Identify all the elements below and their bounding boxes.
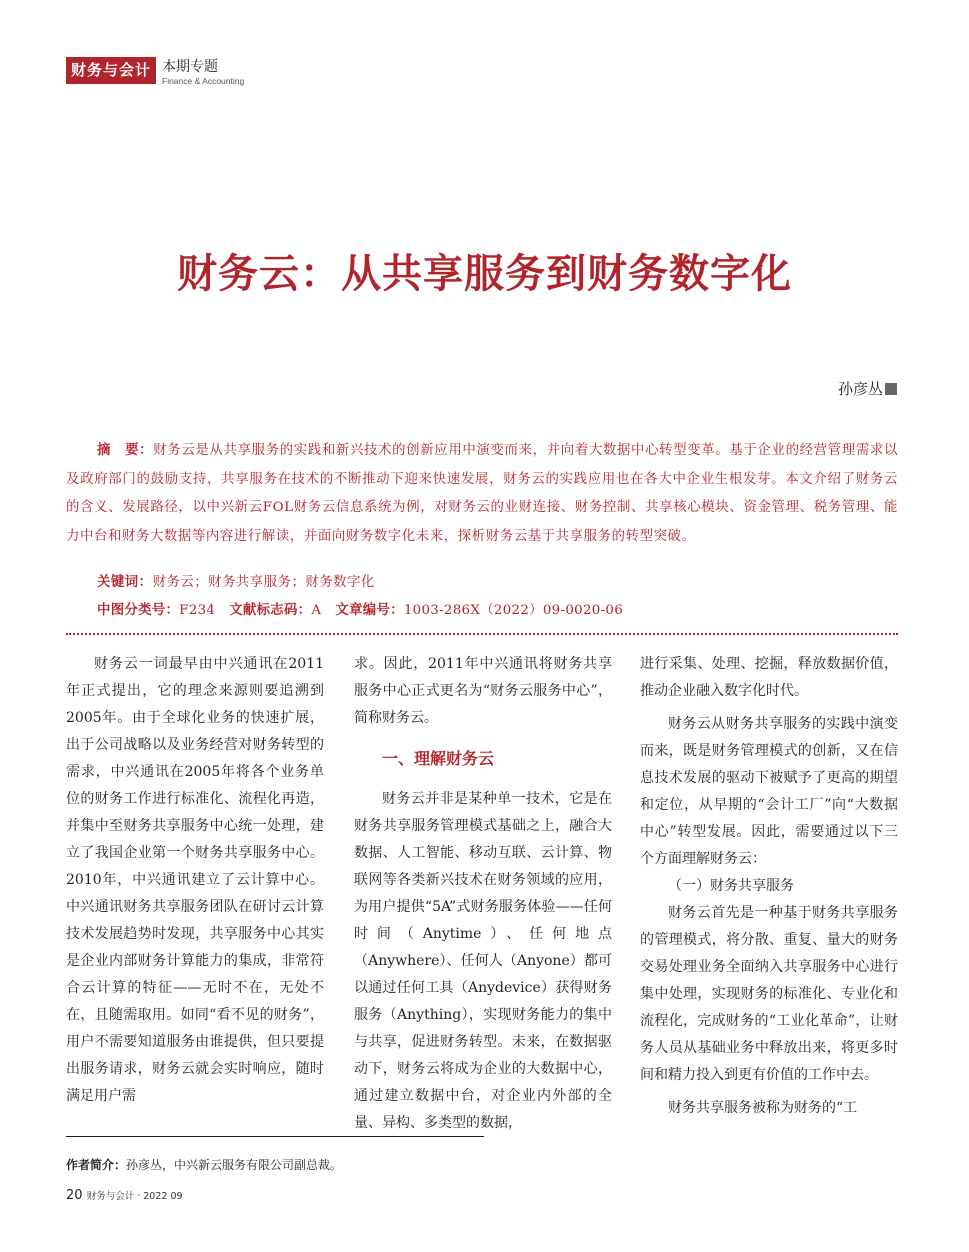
- publication-info: 财务与会计 · 2022 09: [86, 1191, 183, 1202]
- journal-logo: 财务与会计: [66, 57, 156, 84]
- abstract-label: 摘 要：: [97, 443, 154, 458]
- paragraph: 财务云首先是一种基于财务共享服务的管理模式，将分散、重复、量大的财务交易处理业务全面纳入共享服务中心进行集中处理，实现财务的标准化、专业化和流程化，完成财务的“工业化革命”，让财务人员从基础业务中释放出来，将更多时间和精力投入到更有价值的工作中去。: [640, 905, 898, 1083]
- doc-code-label: 文献标志码：: [229, 603, 312, 618]
- author-line: [838, 378, 897, 399]
- page-footer: [66, 1188, 183, 1203]
- paragraph: 财务共享服务被称为财务的“工: [668, 1100, 858, 1116]
- abstract-text: 财务云是从共享服务的实践和新兴技术的创新应用中演变而来，并向着大数据中心转型变革。基于企业的经营管理需求以及政府部门的鼓励支持，共享服务在技术的不断推动下迎来快速发展，财务云的实践应用也在各大中企业生根发芽。本文介绍了财务云的含义、发展路径，以中兴新云FOL财务云信息系统为例，对财务云的业财连接、财务控制、共享核心模块、资金管理、税务管理、能力中台和财务大数据等内容进行解读，并面向财务数字化未来，探析财务云基于共享服务的转型突破。: [66, 443, 898, 544]
- author-square-icon: [885, 383, 897, 395]
- body-column-3: [640, 651, 898, 1122]
- section-subtitle: Finance & Accounting: [162, 76, 245, 86]
- page-number: 20: [66, 1188, 83, 1203]
- classification-line: [97, 599, 623, 618]
- doc-code-value: A: [311, 603, 322, 618]
- article-title: 财务云：从共享服务到财务数字化: [177, 251, 792, 297]
- abstract: [66, 437, 898, 551]
- author-note-label: 作者简介：: [66, 1158, 127, 1172]
- clc-label: 中图分类号：: [97, 603, 180, 618]
- paragraph: 求。因此，2011年中兴通讯将财务共享服务中心正式更名为“财务云服务中心”，简称财务云。: [354, 656, 612, 726]
- footnote-rule: [66, 1136, 484, 1137]
- dotted-divider: [66, 633, 898, 635]
- paragraph: 财务云一词最早由中兴通讯在2011年正式提出，它的理念来源则要追溯到2005年。由于全球化业务的快速扩展，出于公司战略以及业务经营对财务转型的需求，中兴通讯在2005年将各个业务单位的财务工作进行标准化、流程化再造，并集中至财务共享服务中心统一处理，建立了我国企业第一个财务共享服务中心。2010年，中兴通讯建立了云计算中心。中兴通讯财务共享服务团队在研讨云计算技术发展趋势时发现，共享服务中心其实是企业内部财务计算能力的集成，非常符合云计算的特征——无时不在，无处不在，且随需取用。如同“看不见的财务”，用户不需要知道服务由谁提供，但只要提出服务请求，财务云就会实时响应，随时满足用户需: [66, 656, 324, 1104]
- keywords-label: 关键词：: [97, 575, 153, 590]
- author-name: 孙彦丛: [837, 380, 883, 398]
- body-column-1: [66, 651, 324, 1110]
- clc-value: F234: [179, 603, 216, 618]
- author-note: [66, 1156, 342, 1173]
- paragraph: 财务云从财务共享服务的实践中演变而来，既是财务管理模式的创新，又在信息技术发展的驱动下被赋予了更高的期望和定位，从早期的“会计工厂”向“大数据中心”转型发展。因此，需要通过以下三个方面理解财务云：: [640, 716, 898, 867]
- article-id-value: 1003-286X（2022）09-0020-06: [403, 603, 624, 618]
- keywords: [97, 571, 375, 590]
- section-title: 本期专题: [162, 59, 218, 75]
- paragraph: 财务云并非是某种单一技术，它是在财务共享服务管理模式基础之上，融合大数据、人工智能、移动互联、云计算、物联网等各类新兴技术在财务领域的应用，为用户提供“5A”式财务服务体验——任何时间（Anytime）、任何地点（Anywhere）、任何人（Anyone）都可以通过任何工具（Anydevice）获得财务服务（Anything），实现财务能力的集中与共享，促进财务转型。未来，在数据驱动下，财务云将成为企业的大数据中心，通过建立数据中台，对企业内外部的全量、异构、多类型的数据，: [354, 791, 612, 1131]
- body-column-2: [354, 651, 612, 1137]
- author-note-text: 孙彦丛，中兴新云服务有限公司副总裁。: [126, 1158, 343, 1172]
- section-heading: 一、理解财务云: [382, 749, 495, 768]
- subsection-heading: （一）财务共享服务: [668, 878, 794, 894]
- article-id-label: 文章编号：: [335, 603, 404, 618]
- keywords-text: 财务云；财务共享服务；财务数字化: [152, 575, 375, 590]
- paragraph: 进行采集、处理、挖掘，释放数据价值，推动企业融入数字化时代。: [640, 656, 898, 699]
